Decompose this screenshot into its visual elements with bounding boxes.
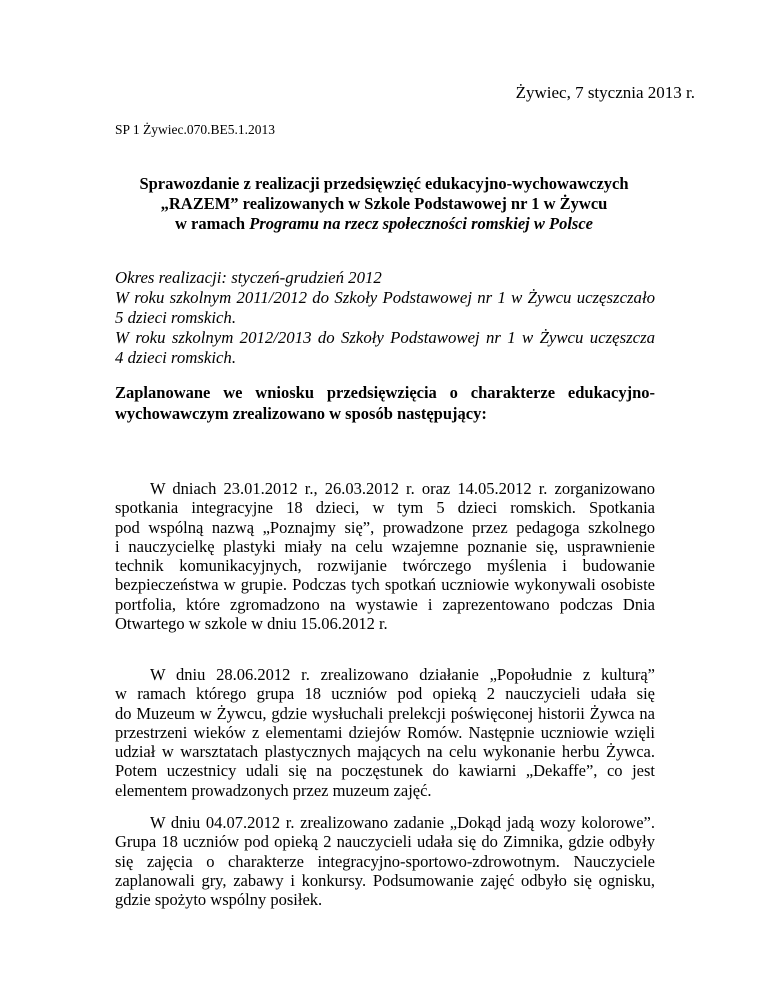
paragraph-line: pod wspólną nazwą „Poznajmy się”, prowadzone przez pedagoga szkolnego — [115, 517, 655, 537]
paragraph-line: gdzie spożyto wspólny posiłek. — [115, 890, 323, 910]
implementation-period — [115, 268, 655, 368]
title-line-prefix: w ramach — [175, 214, 250, 233]
paragraph-line: W dniu 04.07.2012 r. zrealizowano zadanie „Dokąd jadą wozy kolorowe”. — [150, 813, 655, 832]
program-name: Programu na rzecz społeczności romskiej w Polsce — [249, 214, 593, 233]
paragraph-line: Grupa 18 uczniów pod opieką 2 nauczycieli udała się do Zimnika, gdzie odbyły — [115, 832, 655, 852]
title-line — [100, 214, 668, 234]
paragraph-museum-visit — [115, 665, 655, 800]
paragraph-zimnik-trip — [115, 813, 655, 909]
paragraph-integration-meetings — [115, 479, 655, 633]
period-line: W roku szkolnym 2012/2013 do Szkoły Podstawowej nr 1 w Żywcu uczęszcza — [115, 328, 655, 347]
paragraph-line: Potem uczestnicy udali się na poczęstunek do kawiarni „Dekaffe”, co jest — [115, 761, 655, 781]
paragraph-line: elementem prowadzonych przez muzeum zajęć. — [115, 780, 432, 800]
paragraph-line: się zajęcia o charakterze integracyjno-sportowo-zdrowotnym. Nauczyciele — [115, 851, 655, 871]
title-line: Sprawozdanie z realizacji przedsięwzięć edukacyjno-wychowawczych — [139, 174, 629, 193]
paragraph-line: i nauczycielkę plastyki miały na celu wzajemne poznanie się, usprawnienie — [115, 536, 655, 556]
paragraph-line: udział w warsztatach plastycznych mających na celu wykonanie herbu Żywca. — [115, 742, 655, 762]
heading-line: Zaplanowane we wniosku przedsięwzięcia o charakterze edukacyjno- — [115, 383, 655, 402]
paragraph-line: przestrzeni wieków z elementami dziejów Romów. Następnie uczniowie wzięli — [115, 722, 655, 742]
title-line: „RAZEM” realizowanych w Szkole Podstawowej nr 1 w Żywcu — [160, 194, 608, 213]
period-line: W roku szkolnym 2011/2012 do Szkoły Podstawowej nr 1 w Żywcu uczęszczało — [115, 288, 655, 307]
section-heading — [115, 383, 655, 424]
paragraph-line: W dniach 23.01.2012 r., 26.03.2012 r. oraz 14.05.2012 r. zorganizowano — [150, 479, 655, 498]
paragraph-line: do Muzeum w Żywcu, gdzie wysłuchali prelekcji poświęconej historii Żywca na — [115, 703, 655, 723]
paragraph-line: portfolia, które zgromadzono na wystawie i zaprezentowano podczas Dnia — [115, 594, 655, 614]
period-line: 5 dzieci romskich. — [115, 308, 237, 327]
paragraph-line: technik komunikacyjnych, rozwijanie twórczego myślenia i budowanie — [115, 556, 655, 576]
document-date: Żywiec, 7 stycznia 2013 r. — [515, 83, 695, 102]
paragraph-line: W dniu 28.06.2012 r. zrealizowano działanie „Popołudnie z kulturą” — [150, 665, 655, 684]
paragraph-line: spotkania integracyjne 18 dzieci, w tym 5 dzieci romskich. Spotkania — [115, 498, 655, 518]
period-line: 4 dzieci romskich. — [115, 348, 237, 367]
heading-line: wychowawczym zrealizowano w sposób następujący: — [115, 403, 487, 423]
paragraph-line: w ramach którego grupa 18 uczniów pod opieką 2 nauczycieli udała się — [115, 684, 655, 704]
reference-number: SP 1 Żywiec.070.BE5.1.2013 — [115, 122, 275, 137]
paragraph-line: bezpieczeństwa w grupie. Podczas tych spotkań uczniowie wykonywali osobiste — [115, 575, 655, 595]
paragraph-line: zaplanowali gry, zabawy i konkursy. Podsumowanie zajęć odbyło się ognisku, — [115, 870, 655, 890]
paragraph-line: Otwartego w szkole w dniu 15.06.2012 r. — [115, 614, 388, 634]
document-title — [100, 174, 668, 234]
period-line: Okres realizacji: styczeń-grudzień 2012 — [115, 268, 382, 287]
